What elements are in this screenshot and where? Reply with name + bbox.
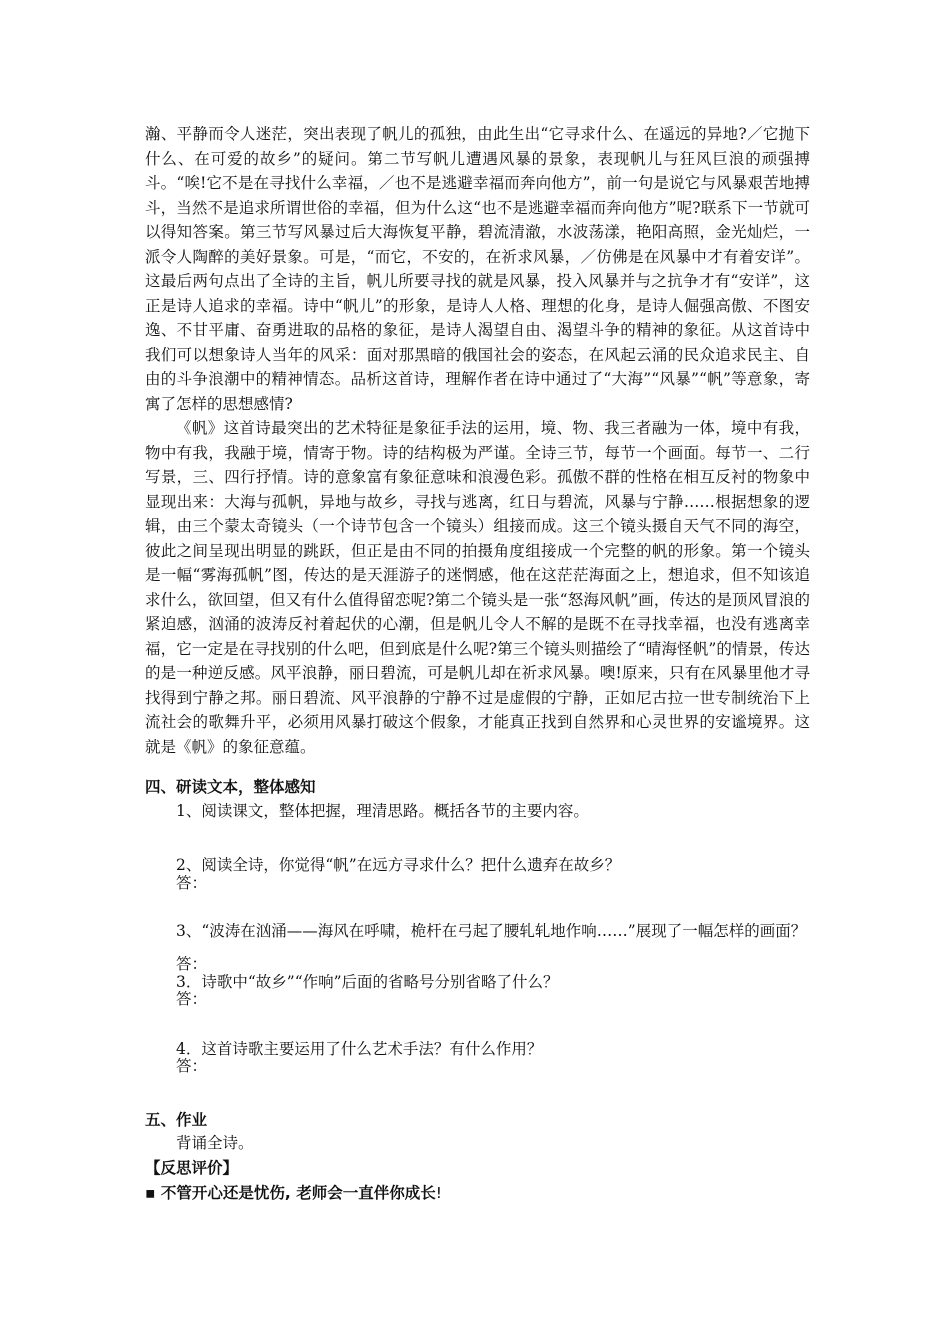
question-2: 2、阅读全诗，你觉得“帆”在远方寻求什么？把什么遗弃在故乡？ [176, 856, 621, 874]
paragraph-analysis: 瀚、平静而令人迷茫，突出表现了帆儿的孤独，由此生出“它寻求什么、在遥远的异地?／它抛下什么、在可爱的故乡”的疑问。第二节写帆儿遭遇风暴的景象，表现帆儿与狂风巨浪的顽强搏斗。“唉!它不是在寻找什么幸福，／也不是逃避幸福而奔向他方”，前一句是说它与风暴艰苦地搏斗，当然不是追求所谓世俗的幸福，但为什么这“也不是逃避幸福而奔向他方”呢?联系下一节就可以得知答案。第三节写风暴过后大海恢复平静，碧流清澈，水波荡漾，艳阳高照，金光灿烂，一派令人陶醉的美好景象。可是，“而它，不安的，在祈求风暴，／仿佛是在风暴中才有着安详”。这最后两句点出了全诗的主旨，帆儿所要寻找的就是风暴，投入风暴并与之抗争才有“安详”，这正是诗人追求的幸福。诗中“帆儿”的形象，是诗人人格、理想的化身，是诗人倔强高傲、不图安逸、不甘平庸、奋勇进取的品格的象征，是诗人渴望自由、渴望斗争的精神的象征。从这首诗中我们可以想象诗人当年的风采：面对那黑暗的俄国社会的姿态，在风起云涌的民众追求民主、自由的斗争浪潮中的精神情态。品析这首诗，理解作者在诗中通过了“大海”“风暴”“帆”等意象，寄寓了怎样的思想感情? [145, 125, 810, 413]
question-3 [145, 921, 810, 941]
reflection-exclamation: ! [435, 1184, 442, 1202]
section-5-heading: 五、作业 [145, 1111, 208, 1129]
body-text [145, 122, 810, 759]
answer-label-2: 答： [176, 874, 208, 892]
question-3b: 3．诗歌中“故乡”“作响”后面的省略号分别省略了什么？ [176, 973, 559, 991]
answer-label-3b: 答： [176, 990, 208, 1008]
reflection-text: 不管开心还是忧伤, 老师会一直伴你成长 [160, 1184, 436, 1202]
question-4: 4．这首诗歌主要运用了什么艺术手法？有什么作用？ [176, 1040, 543, 1058]
question-1: 1、阅读课文，整体把握，理清思路。概括各节的主要内容。 [176, 802, 589, 820]
reflection-heading: 【反思评价】 [145, 1159, 239, 1177]
bullet-icon: ▪ [145, 1184, 156, 1202]
answer-label-3: 答： [176, 955, 208, 973]
answer-label-4: 答： [176, 1057, 208, 1075]
section-4-heading: 四、研读文本，整体感知 [145, 778, 316, 796]
reflection-line [145, 1183, 442, 1203]
question-3-text: 3、“波涛在汹涌——海风在呼啸，桅杆在弓起了腰轧轧地作响……”展现了一幅怎样的画面？ [176, 922, 807, 940]
homework-task: 背诵全诗。 [176, 1134, 254, 1152]
paragraph-artistic-features: 《帆》这首诗最突出的艺术特征是象征手法的运用，境、物、我三者融为一体，境中有我，物中有我，我融于境，情寄于物。诗的结构极为严谨。全诗三节，每节一个画面。每节一、二行写景，三、四行抒情。诗的意象富有象征意味和浪漫色彩。孤傲不群的性格在相互反衬的物象中显现出来：大海与孤帆，异地与故乡，寻找与逃离，红日与碧流，风暴与宁静……根据想象的逻辑，由三个蒙太奇镜头（一个诗节包含一个镜头）组接而成。这三个镜头摄自天气不同的海空，彼此之间呈现出明显的跳跃，但正是由不同的拍摄角度组接成一个完整的帆的形象。第一个镜头是一幅“雾海孤帆”图，传达的是天涯游子的迷惘感，他在这茫茫海面之上，想追求，但不知该追求什么，欲回望，但又有什么值得留恋呢?第二个镜头是一张“怒海风帆”画，传达的是顶风冒浪的紧迫感，汹涌的波涛反衬着起伏的心潮，但是帆儿令人不解的是既不在寻找幸福，也没有逃离幸福，它一定是在寻找别的什么吧，但到底是什么呢?第三个镜头则描绘了“晴海怪帆”的情景，传达的是一种逆反感。风平浪静，丽日碧流，可是帆儿却在祈求风暴。噢!原来，只有在风暴里他才寻找得到宁静之邦。丽日碧流、风平浪静的宁静不过是虚假的宁静，正如尼古拉一世专制统治下上流社会的歌舞升平，必须用风暴打破这个假象，才能真正找到自然界和心灵世界的安谧境界。这就是《帆》的象征意蕴。 [145, 419, 810, 756]
